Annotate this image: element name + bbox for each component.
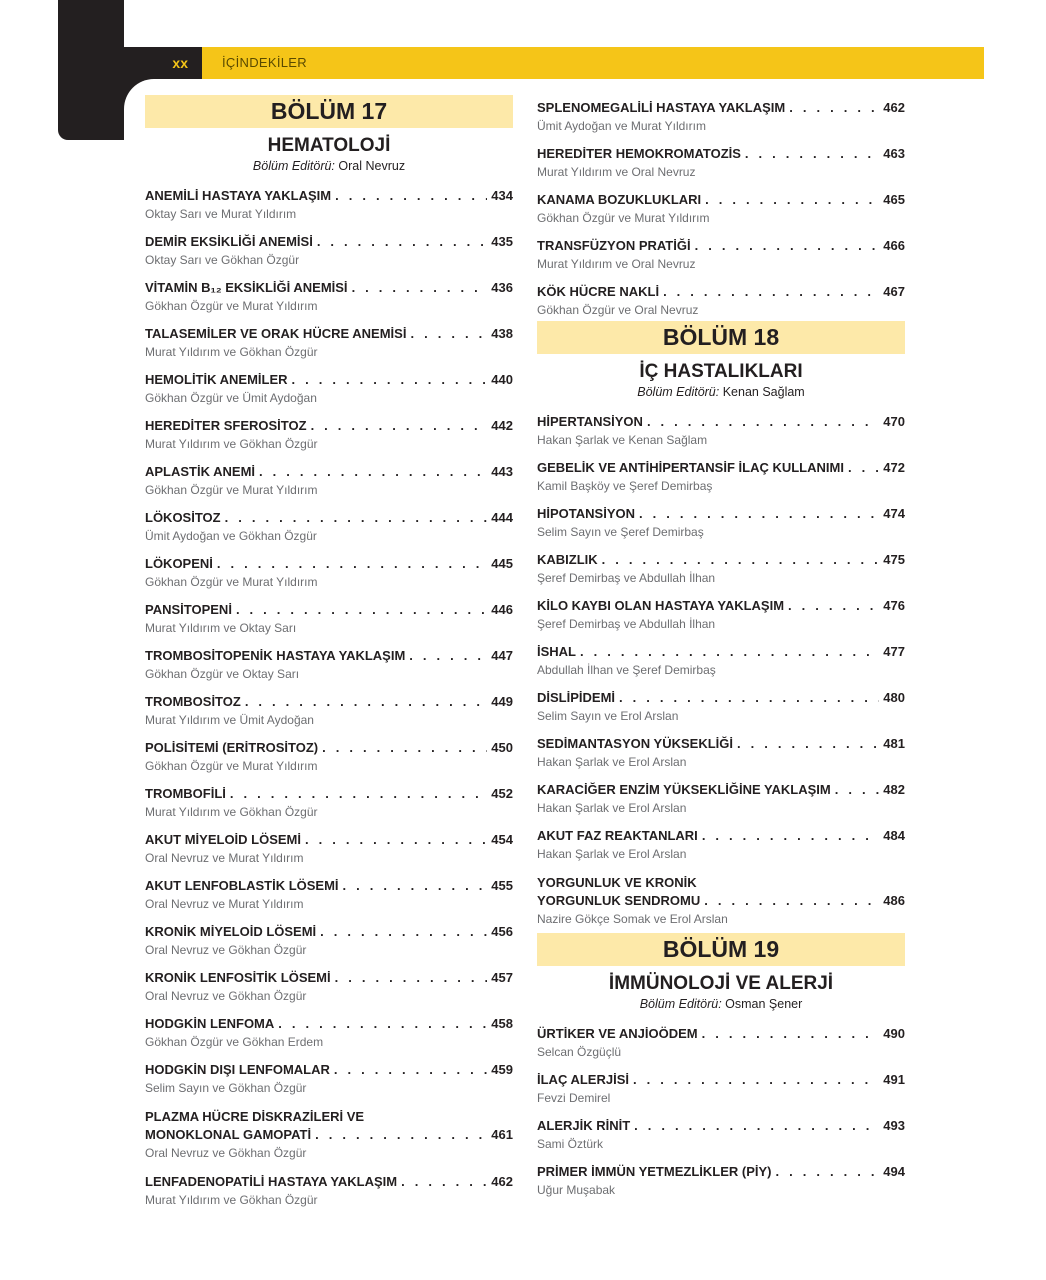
toc-entry[interactable] xyxy=(145,1061,513,1107)
toc-entry-title: TROMBOFİLİ xyxy=(145,786,226,801)
toc-entry-authors: Murat Yıldırım ve Gökhan Özgür xyxy=(145,1193,318,1207)
dot-leader xyxy=(322,739,487,757)
toc-entry-authors: Oktay Sarı ve Gökhan Özgür xyxy=(145,253,300,267)
toc-entry-title: AKUT MİYELOİD LÖSEMİ xyxy=(145,832,301,847)
dot-leader xyxy=(352,279,488,297)
dot-leader xyxy=(580,643,879,661)
toc-entry-page: 449 xyxy=(491,694,513,709)
toc-entry-title: DİSLİPİDEMİ xyxy=(537,690,616,705)
toc-entry-title: KANAMA BOZUKLUKLARI xyxy=(537,192,702,207)
toc-entry-title: VİTAMİN B₁₂ EKSİKLİĞİ ANEMİSİ xyxy=(145,280,348,295)
toc-entry-line xyxy=(537,283,905,301)
toc-entry-authors: Uğur Muşabak xyxy=(537,1183,616,1197)
toc-entry[interactable] xyxy=(145,233,513,279)
dot-leader xyxy=(245,693,487,711)
toc-entry-title: KABIZLIK xyxy=(537,552,598,567)
toc-entry-title: KİLO KAYBI OLAN HASTAYA YAKLAŞIM xyxy=(537,598,785,613)
toc-entry-page: 436 xyxy=(491,280,513,295)
toc-entry[interactable] xyxy=(537,643,905,689)
toc-entry[interactable] xyxy=(145,1173,513,1219)
toc-entry-page: 458 xyxy=(491,1016,513,1031)
toc-entry-title: APLASTİK ANEMİ xyxy=(145,464,256,479)
dot-leader xyxy=(634,1117,879,1135)
toc-entry-title: LÖKOPENİ xyxy=(145,556,213,571)
toc-entry-authors: Kamil Başköy ve Şeref Demirbaş xyxy=(537,479,713,493)
toc-entry-authors: Selim Sayın ve Gökhan Özgür xyxy=(145,1081,307,1095)
toc-entry-authors: Oktay Sarı ve Murat Yıldırım xyxy=(145,207,297,221)
toc-entry-page: 490 xyxy=(883,1026,905,1041)
toc-entry-line xyxy=(145,187,513,205)
toc-entry-title: POLİSİTEMİ (ERİTROSİTOZ) xyxy=(145,740,319,755)
toc-entry-line xyxy=(537,781,905,799)
toc-entry[interactable] xyxy=(537,1163,905,1209)
dot-leader xyxy=(704,892,879,910)
chapter-title: İMMÜNOLOJİ VE ALERJİ xyxy=(608,973,834,994)
dot-leader xyxy=(320,923,487,941)
dot-leader xyxy=(619,689,879,707)
dot-leader xyxy=(334,1061,487,1079)
toc-entry-authors: Murat Yıldırım ve Oktay Sarı xyxy=(145,621,297,635)
dot-leader xyxy=(292,371,488,389)
toc-entry-authors: Gökhan Özgür ve Gökhan Erdem xyxy=(145,1035,324,1049)
toc-entry-title: HİPOTANSİYON xyxy=(537,506,635,521)
dot-leader xyxy=(278,1015,487,1033)
toc-entry-authors: Murat Yıldırım ve Oral Nevruz xyxy=(537,165,696,179)
toc-entry[interactable] xyxy=(145,187,513,233)
toc-entry-authors: Selim Sayın ve Erol Arslan xyxy=(537,709,679,723)
toc-entry-line xyxy=(145,877,513,895)
toc-entry-line xyxy=(537,1025,905,1043)
toc-entry[interactable] xyxy=(145,877,513,923)
chapter-heading: BÖLÜM 17 xyxy=(145,95,513,128)
chapter-editor xyxy=(537,384,905,400)
toc-entry-page: 463 xyxy=(883,146,905,161)
toc-entry[interactable] xyxy=(537,1071,905,1117)
dot-leader xyxy=(835,781,880,799)
toc-entry-page: 493 xyxy=(883,1118,905,1133)
toc-entry-authors: Murat Yıldırım ve Gökhan Özgür xyxy=(145,345,318,359)
toc-entry[interactable] xyxy=(537,145,905,191)
toc-entry-title: AKUT FAZ REAKTANLARI xyxy=(537,828,698,843)
dot-leader xyxy=(335,969,488,987)
left-column xyxy=(145,95,513,1219)
toc-entry-authors: Oral Nevruz ve Murat Yıldırım xyxy=(145,897,304,911)
toc-entry-title: SEDİMANTASYON YÜKSEKLİĞİ xyxy=(537,736,733,751)
toc-entry-authors: Gökhan Özgür ve Ümit Aydoğan xyxy=(145,391,317,405)
toc-entry[interactable] xyxy=(537,191,905,237)
toc-entry[interactable] xyxy=(145,601,513,647)
toc-entry[interactable] xyxy=(145,509,513,555)
dot-leader xyxy=(788,597,879,615)
dot-leader xyxy=(775,1163,879,1181)
toc-entry-authors: Hakan Şarlak ve Kenan Sağlam xyxy=(537,433,708,447)
editor-name: Kenan Sağlam xyxy=(722,385,805,399)
toc-entry[interactable] xyxy=(537,827,905,873)
chapter-heading: BÖLÜM 19 xyxy=(537,933,905,966)
toc-entry-line xyxy=(537,459,905,477)
toc-entry-page: 491 xyxy=(883,1072,905,1087)
dot-leader xyxy=(647,413,879,431)
toc-list xyxy=(537,413,905,939)
dot-leader xyxy=(695,237,880,255)
toc-entry-page: 443 xyxy=(491,464,513,479)
toc-entry-title: LENFADENOPATİLİ HASTAYA YAKLAŞIM xyxy=(145,1174,398,1189)
toc-entry-page: 445 xyxy=(491,556,513,571)
dot-leader xyxy=(737,735,879,753)
toc-entry[interactable] xyxy=(537,283,905,329)
toc-entry-page: 474 xyxy=(883,506,905,521)
toc-list xyxy=(537,1025,905,1209)
toc-entry[interactable] xyxy=(537,237,905,283)
toc-entry-authors: Hakan Şarlak ve Erol Arslan xyxy=(537,755,687,769)
toc-entry-line xyxy=(537,827,905,845)
toc-entry-page: 447 xyxy=(491,648,513,663)
toc-entry-line xyxy=(145,1061,513,1079)
dot-leader xyxy=(259,463,487,481)
toc-entry[interactable] xyxy=(145,969,513,1015)
toc-entry-authors: Hakan Şarlak ve Erol Arslan xyxy=(537,801,687,815)
toc-entry-line xyxy=(145,1126,513,1144)
toc-entry-title: HODGKİN LENFOMA xyxy=(145,1016,275,1031)
toc-entry-line xyxy=(145,969,513,987)
toc-entry-authors: Selcan Özgüçlü xyxy=(537,1045,622,1059)
toc-entry-line xyxy=(537,1117,905,1135)
toc-entry-title: HEREDİTER HEMOKROMATOZİS xyxy=(537,146,741,161)
toc-entry-authors: Gökhan Özgür ve Oral Nevruz xyxy=(537,303,699,317)
dot-leader xyxy=(409,647,487,665)
toc-entry-line xyxy=(537,1163,905,1181)
dot-leader xyxy=(705,191,879,209)
toc-entry-title: HODGKİN DIŞI LENFOMALAR xyxy=(145,1062,330,1077)
toc-entry-page: 482 xyxy=(883,782,905,797)
toc-entry-page: 486 xyxy=(883,893,905,908)
toc-entry-line xyxy=(537,413,905,431)
chapter-editor xyxy=(145,158,513,174)
toc-entry-page: 457 xyxy=(491,970,513,985)
toc-entry-line xyxy=(537,237,905,255)
toc-entry-title: PANSİTOPENİ xyxy=(145,602,232,617)
toc-entry-line xyxy=(537,99,905,117)
toc-entry-line xyxy=(145,371,513,389)
toc-entry-authors: Murat Yıldırım ve Gökhan Özgür xyxy=(145,805,318,819)
toc-entry-authors: Hakan Şarlak ve Erol Arslan xyxy=(537,847,687,861)
toc-entry-line xyxy=(537,145,905,163)
toc-entry[interactable] xyxy=(145,739,513,785)
toc-entry-title: HEREDİTER SFEROSİTOZ xyxy=(145,418,307,433)
dot-leader xyxy=(401,1173,487,1191)
toc-entry-title: HİPERTANSİYON xyxy=(537,414,643,429)
dot-leader xyxy=(317,233,487,251)
toc-entry[interactable] xyxy=(537,99,905,145)
editor-name: Osman Şener xyxy=(725,997,803,1011)
toc-entry-line xyxy=(537,735,905,753)
toc-entry[interactable] xyxy=(145,279,513,325)
toc-entry-page: 440 xyxy=(491,372,513,387)
page-corner-tab xyxy=(58,0,124,140)
toc-entry-title: ANEMİLİ HASTAYA YAKLAŞIM xyxy=(145,188,332,203)
page-number: xx xyxy=(124,47,202,79)
dot-leader xyxy=(702,827,879,845)
toc-entry-title: HEMOLİTİK ANEMİLER xyxy=(145,372,288,387)
right-column xyxy=(537,99,905,1209)
toc-entry-title: KRONİK MİYELOİD LÖSEMİ xyxy=(145,924,317,939)
toc-entry-page: 475 xyxy=(883,552,905,567)
toc-entry-page: 462 xyxy=(883,100,905,115)
toc-entry-title: TRANSFÜZYON PRATİĞİ xyxy=(537,238,691,253)
toc-entry[interactable] xyxy=(537,735,905,781)
toc-entry-page: 438 xyxy=(491,326,513,341)
toc-entry-title: PRİMER İMMÜN YETMEZLİKLER (PİY) xyxy=(537,1164,772,1179)
toc-entry-line xyxy=(145,601,513,619)
toc-entry-title: YORGUNLUK SENDROMU xyxy=(537,893,701,908)
toc-entry-page: 467 xyxy=(883,284,905,299)
toc-entry-title: TALASEMİLER VE ORAK HÜCRE ANEMİSİ xyxy=(145,326,407,341)
toc-entry-page: 476 xyxy=(883,598,905,613)
toc-entry-title: KARACİĞER ENZİM YÜKSEKLİĞİNE YAKLAŞIM xyxy=(537,782,831,797)
toc-entry-authors: Ümit Aydoğan ve Gökhan Özgür xyxy=(145,529,317,543)
dot-leader xyxy=(236,601,487,619)
toc-entry-line xyxy=(537,892,905,910)
toc-entry-page: 466 xyxy=(883,238,905,253)
toc-entry-page: 444 xyxy=(491,510,513,525)
toc-entry-line xyxy=(145,1173,513,1191)
toc-entry-title: İSHAL xyxy=(537,644,576,659)
dot-leader xyxy=(848,459,879,477)
toc-entry-page: 470 xyxy=(883,414,905,429)
toc-entry-authors: Murat Yıldırım ve Ümit Aydoğan xyxy=(145,713,314,727)
toc-entry-authors: Şeref Demirbaş ve Abdullah İlhan xyxy=(537,571,716,585)
toc-entry-title: SPLENOMEGALİLİ HASTAYA YAKLAŞIM xyxy=(537,100,786,115)
toc-entry[interactable] xyxy=(537,551,905,597)
dot-leader xyxy=(315,1126,487,1144)
toc-entry-authors: Şeref Demirbaş ve Abdullah İlhan xyxy=(537,617,716,631)
toc-entry-page: 454 xyxy=(491,832,513,847)
toc-entry-authors: Murat Yıldırım ve Oral Nevruz xyxy=(537,257,696,271)
dot-leader xyxy=(335,187,487,205)
toc-entry-page: 452 xyxy=(491,786,513,801)
toc-entry-page: 446 xyxy=(491,602,513,617)
toc-entry[interactable] xyxy=(145,785,513,831)
toc-entry-title: MONOKLONAL GAMOPATİ xyxy=(145,1127,312,1142)
toc-entry-line xyxy=(145,693,513,711)
toc-entry-authors: Gökhan Özgür ve Murat Yıldırım xyxy=(145,759,318,773)
toc-entry-authors: Oral Nevruz ve Gökhan Özgür xyxy=(145,989,307,1003)
toc-entry-line xyxy=(537,505,905,523)
toc-entry[interactable] xyxy=(537,781,905,827)
dot-leader xyxy=(639,505,879,523)
toc-entry-line xyxy=(145,463,513,481)
toc-entry-page: 484 xyxy=(883,828,905,843)
toc-entry[interactable] xyxy=(145,555,513,601)
toc-entry-page: 455 xyxy=(491,878,513,893)
dot-leader xyxy=(602,551,880,569)
header-title: İÇİNDEKİLER xyxy=(222,55,307,70)
toc-entry-line xyxy=(145,923,513,941)
toc-entry-authors: Oral Nevruz ve Gökhan Özgür xyxy=(145,1146,307,1160)
toc-entry[interactable] xyxy=(537,505,905,551)
chapter-18-section xyxy=(537,321,905,939)
toc-entry-title: GEBELİK VE ANTİHİPERTANSİF İLAÇ KULLANIMI xyxy=(537,460,844,475)
dot-leader xyxy=(230,785,487,803)
toc-entry-authors: Fevzi Demirel xyxy=(537,1091,611,1105)
toc-entry-page: 442 xyxy=(491,418,513,433)
toc-entry-line xyxy=(537,643,905,661)
toc-entry-page: 481 xyxy=(883,736,905,751)
toc-entry-title-line1: PLAZMA HÜCRE DİSKRAZİLERİ VE xyxy=(145,1109,365,1124)
toc-entry-line xyxy=(145,785,513,803)
toc-entry[interactable] xyxy=(145,831,513,877)
toc-entry[interactable] xyxy=(145,463,513,509)
toc-entry-line xyxy=(537,551,905,569)
toc-entry[interactable] xyxy=(537,873,905,939)
toc-entry-authors: Selim Sayın ve Şeref Demirbaş xyxy=(537,525,704,539)
toc-entry[interactable] xyxy=(537,459,905,505)
toc-entry[interactable] xyxy=(145,1015,513,1061)
dot-leader xyxy=(343,877,488,895)
toc-entry-authors: Gökhan Özgür ve Murat Yıldırım xyxy=(145,575,318,589)
toc-entry-line xyxy=(145,647,513,665)
toc-entry[interactable] xyxy=(537,1117,905,1163)
toc-entry[interactable] xyxy=(537,689,905,735)
toc-entry-line xyxy=(145,509,513,527)
toc-entry-title: KÖK HÜCRE NAKLİ xyxy=(537,284,660,299)
toc-entry-page: 461 xyxy=(491,1127,513,1142)
toc-entry-line xyxy=(537,597,905,615)
dot-leader xyxy=(663,283,879,301)
toc-entry-page: 459 xyxy=(491,1062,513,1077)
toc-list xyxy=(145,187,513,1219)
toc-entry-authors: Gökhan Özgür ve Murat Yıldırım xyxy=(145,483,318,497)
toc-entry[interactable] xyxy=(145,693,513,739)
toc-entry-authors: Sami Öztürk xyxy=(537,1137,604,1151)
toc-entry-title: AKUT LENFOBLASTİK LÖSEMİ xyxy=(145,878,339,893)
toc-entry-page: 456 xyxy=(491,924,513,939)
chapter-heading: BÖLÜM 18 xyxy=(537,321,905,354)
toc-entry[interactable] xyxy=(537,597,905,643)
toc-entry-page: 434 xyxy=(491,188,513,203)
dot-leader xyxy=(217,555,487,573)
toc-entry-authors: Gökhan Özgür ve Murat Yıldırım xyxy=(145,299,318,313)
toc-entry-authors: Abdullah İlhan ve Şeref Demirbaş xyxy=(537,663,716,677)
toc-entry-line xyxy=(145,555,513,573)
toc-entry[interactable] xyxy=(537,413,905,459)
toc-entry-page: 465 xyxy=(883,192,905,207)
dot-leader xyxy=(410,325,487,343)
toc-entry-authors: Ümit Aydoğan ve Murat Yıldırım xyxy=(537,119,706,133)
dot-leader xyxy=(702,1025,880,1043)
toc-entry[interactable] xyxy=(145,325,513,371)
toc-entry-line xyxy=(537,191,905,209)
toc-entry-title: ALERJİK RİNİT xyxy=(537,1118,631,1133)
toc-entry-title: TROMBOSİTOZ xyxy=(145,694,241,709)
chapter-title: HEMATOLOJİ xyxy=(267,135,391,156)
toc-entry-line xyxy=(145,739,513,757)
toc-entry[interactable] xyxy=(145,417,513,463)
chapter-title: İÇ HASTALIKLARI xyxy=(639,361,803,382)
toc-entry[interactable] xyxy=(537,1025,905,1071)
dot-leader xyxy=(633,1071,879,1089)
toc-entry-line xyxy=(537,689,905,707)
chapter-19-section xyxy=(537,933,905,1209)
toc-entry-page: 472 xyxy=(883,460,905,475)
editor-label: Bölüm Editörü: xyxy=(252,159,335,173)
toc-entry-authors: Oral Nevruz ve Gökhan Özgür xyxy=(145,943,307,957)
editor-name: Oral Nevruz xyxy=(338,159,406,173)
dot-leader xyxy=(305,831,487,849)
toc-list xyxy=(537,99,905,329)
toc-entry[interactable] xyxy=(145,647,513,693)
toc-entry-authors: Gökhan Özgür ve Murat Yıldırım xyxy=(537,211,710,225)
toc-entry-title: KRONİK LENFOSİTİK LÖSEMİ xyxy=(145,970,331,985)
toc-entry-authors: Nazire Gökçe Somak ve Erol Arslan xyxy=(537,912,728,926)
editor-label: Bölüm Editörü: xyxy=(639,997,722,1011)
toc-entry-line xyxy=(537,1071,905,1089)
toc-entry-page: 477 xyxy=(883,644,905,659)
toc-entry[interactable] xyxy=(145,1107,513,1173)
toc-entry-line xyxy=(145,279,513,297)
toc-entry-title: LÖKOSİTOZ xyxy=(145,510,221,525)
editor-label: Bölüm Editörü: xyxy=(637,385,720,399)
toc-entry-title-line1: YORGUNLUK VE KRONİK xyxy=(537,875,697,890)
toc-entry-line xyxy=(145,1015,513,1033)
toc-entry-line xyxy=(145,233,513,251)
toc-entry-authors: Murat Yıldırım ve Gökhan Özgür xyxy=(145,437,318,451)
toc-entry-line xyxy=(145,325,513,343)
toc-entry-page: 462 xyxy=(491,1174,513,1189)
toc-entry-title: İLAÇ ALERJİSİ xyxy=(537,1072,629,1087)
toc-entry-authors: Oral Nevruz ve Murat Yıldırım xyxy=(145,851,304,865)
toc-entry[interactable] xyxy=(145,923,513,969)
toc-entry-line xyxy=(145,417,513,435)
toc-entry-title: DEMİR EKSİKLİĞİ ANEMİSİ xyxy=(145,234,313,249)
toc-entry-page: 450 xyxy=(491,740,513,755)
toc-entry-title: ÜRTİKER VE ANJİOÖDEM xyxy=(537,1026,698,1041)
dot-leader xyxy=(745,145,879,163)
chapter-editor xyxy=(537,996,905,1012)
dot-leader xyxy=(225,509,488,527)
toc-entry-title: TROMBOSİTOPENİK HASTAYA YAKLAŞIM xyxy=(145,648,406,663)
toc-entry[interactable] xyxy=(145,371,513,417)
toc-entry-authors: Gökhan Özgür ve Oktay Sarı xyxy=(145,667,300,681)
toc-entry-line xyxy=(145,831,513,849)
toc-entry-page: 435 xyxy=(491,234,513,249)
dot-leader xyxy=(789,99,879,117)
dot-leader xyxy=(311,417,488,435)
toc-entry-page: 494 xyxy=(883,1164,905,1179)
toc-entry-page: 480 xyxy=(883,690,905,705)
